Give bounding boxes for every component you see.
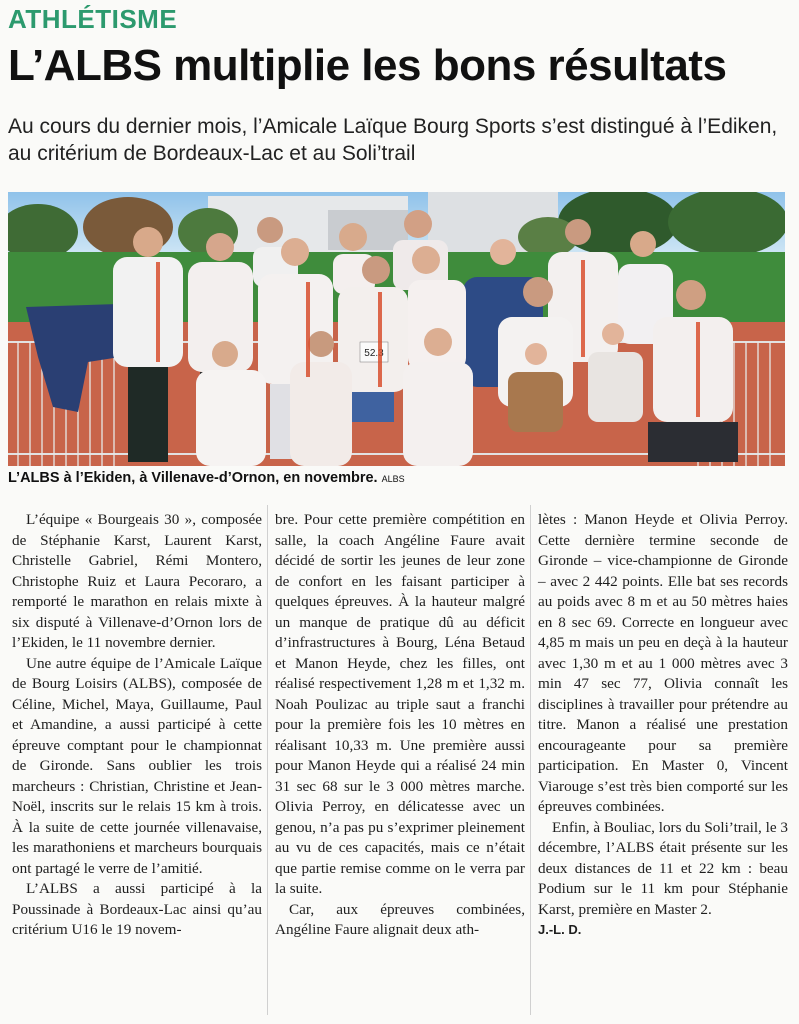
- article-paragraph: Enfin, à Bouliac, lors du Soli’trail, le 3 décembre, l’ALBS était présente sur les deux distances de 11 et 22 km : beau Podium sur le 11 km pour Stéphanie Karst, première en Master 2.: [538, 818, 788, 918]
- article-column-1: [12, 510, 262, 941]
- column-divider: [530, 505, 531, 1015]
- article-column-3: [538, 510, 788, 941]
- photo-credit: ALBS: [381, 474, 405, 484]
- article-standfirst: Au cours du dernier mois, l’Amicale Laïque Bourg Sports s’est distingué à l’Ediken, au critérium de Bordeaux-Lac et au Soli’trail: [8, 115, 778, 165]
- author-signature: J.-L. D.: [538, 922, 582, 937]
- race-bib-number: 52.3: [364, 348, 384, 359]
- article-column-2: [275, 510, 525, 941]
- photo-caption-text: L’ALBS à l’Ekiden, à Villenave-d’Ornon, en novembre.: [8, 470, 378, 486]
- article-paragraph: Une autre équipe de l’Amicale Laïque de Bourg Loisirs (ALBS), composée de Céline, Michel, Maya, Guillaume, Paul et Amandine, a aussi participé à cette épreuve comptant pour le championnat de Gironde. Sans oublier les trois marcheurs : Christian, Christine et Jean-Noël, inscrits sur le relais 15 km à trois. À la suite de cette journée villenavaise, les marathoniens et marcheurs bourquais ont partagé le verre de l’amitié.: [12, 654, 262, 877]
- article-paragraph: L’équipe « Bourgeais 30 », composée de Stéphanie Karst, Laurent Karst, Christelle Gabriel, Rémi Montero, Christophe Ruiz et Laura Pecoraro, a remporté le marathon en relais mixte à six disputé à Villenave-d’Ornon lors de l’Ekiden, le 11 novembre dernier.: [12, 511, 262, 651]
- article-paragraph: Car, aux épreuves combinées, Angéline Faure alignait deux ath-: [275, 900, 525, 938]
- team-photo: [8, 192, 785, 466]
- column-divider: [267, 505, 268, 1015]
- article-paragraph: bre. Pour cette première compétition en salle, la coach Angéline Faure avait décidé de sortir les jeunes de leur zone de confort en les faisant participer à quelques épreuves. À la hauteur malgré un manque de pratique dû au déficit d’infrastructures à Bourg, Léna Betaud et Manon Heyde, chez les filles, ont réalisé respectivement 1,28 m et 1,32 m. Noah Poulizac au triple saut a franchi pour la première fois les 10 mètres en réalisant 10,33 m. Une première aussi pour Manon Heyde qui a réalisé 24 min 31 sec 68 sur le 3 000 mètres marche. Olivia Perroy, en délicatesse avec un genou, n’a pas pu s’exprimer pleinement au vu de ces capacités, mais ce n’était que partie remise comme on le verra par la suite.: [275, 511, 525, 897]
- article-paragraph: L’ALBS a aussi participé à la Poussinade à Bordeaux-Lac ainsi qu’au critérium U16 le 19 novem-: [12, 880, 262, 938]
- photo-caption: [8, 470, 405, 486]
- article-headline: L’ALBS multiplie les bons résultats: [8, 41, 727, 90]
- section-rubric: ATHLÉTISME: [8, 4, 178, 34]
- article-paragraph: lètes : Manon Heyde et Olivia Perroy. Cette dernière termine seconde de Gironde – vice-championne de Gironde – avec 2 442 points. Elle bat ses records au poids avec 8 m et au 50 mètres haies en 8 sec 69. Correcte en longueur avec 4,85 m mais un peu en deçà à la hauteur avec 1,30 m et au 1 000 mètres avec 3 min 47 sec 77, Olivia connaît les disciplines à travailler pour prétendre au titre. Manon a réalisé une prestation encourageante pour sa première participation. En Master 0, Vincent Viarouge s’est très bien comporté sur les épreuves combinées.: [538, 511, 788, 815]
